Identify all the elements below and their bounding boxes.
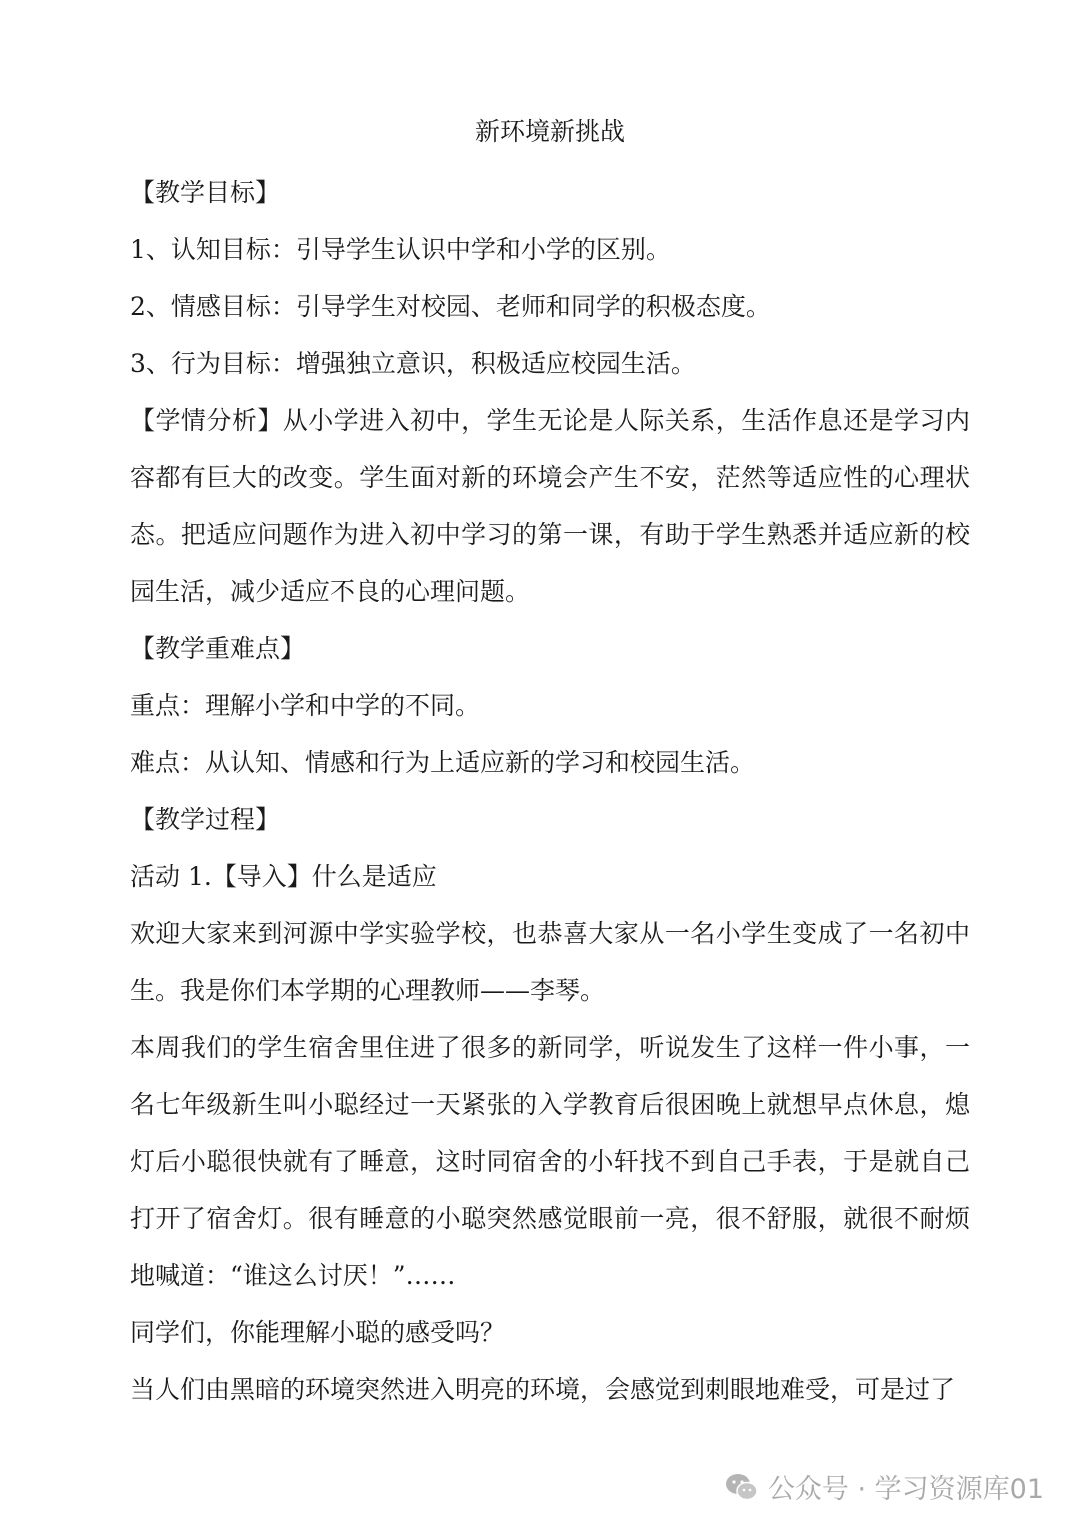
goal-emotional: 2、情感目标：引导学生对校园、老师和同学的积极态度。 — [130, 292, 771, 321]
key-point: 重点：理解小学和中学的不同。 — [130, 691, 481, 720]
welcome-paragraph: 欢迎大家来到河源中学实验学校，也恭喜大家从一名小学生变成了一名初中生。我是你们本学期的心理教师——李琴。 — [130, 919, 970, 1005]
question-line: 同学们，你能理解小聪的感受吗？ — [130, 1318, 506, 1347]
watermark-text: 公众号 · 学习资源库01 — [767, 1474, 1044, 1505]
document-title: 新环境新挑战 — [474, 117, 625, 146]
last-line: 当人们由黑暗的环境突然进入明亮的环境，会感觉到刺眼地难受，可是过了 — [130, 1375, 956, 1404]
watermark — [724, 1467, 1044, 1506]
wechat-icon — [724, 1472, 760, 1502]
heading-teaching-process: 【教学过程】 — [130, 805, 281, 834]
heading-key-difficult-points: 【教学重难点】 — [130, 634, 306, 663]
story-paragraph: 本周我们的学生宿舍里住进了很多的新同学，听说发生了这样一件小事，一名七年级新生叫小聪经过一天紧张的入学教育后很困晚上就想早点休息，熄灯后小聪很快就有了睡意，这时同宿舍的小轩找不到自己手表，于是就自己打开了宿舍灯。很有睡意的小聪突然感觉眼前一亮，很不舒服，就很不耐烦地喊道：“谁这么讨厌！”…… — [130, 1033, 970, 1290]
document-page — [130, 108, 970, 1418]
activity-1-heading: 活动 1.【导入】什么是适应 — [130, 862, 437, 891]
difficult-point: 难点：从认知、情感和行为上适应新的学习和校园生活。 — [130, 748, 756, 777]
heading-teaching-goals: 【教学目标】 — [130, 178, 281, 207]
student-analysis-paragraph: 【学情分析】从小学进入初中，学生无论是人际关系，生活作息还是学习内容都有巨大的改变。学生面对新的环境会产生不安，茫然等适应性的心理状态。把适应问题作为进入初中学习的第一课，有助于学生熟悉并适应新的校园生活，减少适应不良的心理问题。 — [130, 406, 970, 606]
goal-behavioral: 3、行为目标：增强独立意识，积极适应校园生活。 — [130, 349, 696, 378]
goal-cognitive: 1、认知目标：引导学生认识中学和小学的区别。 — [130, 235, 671, 264]
